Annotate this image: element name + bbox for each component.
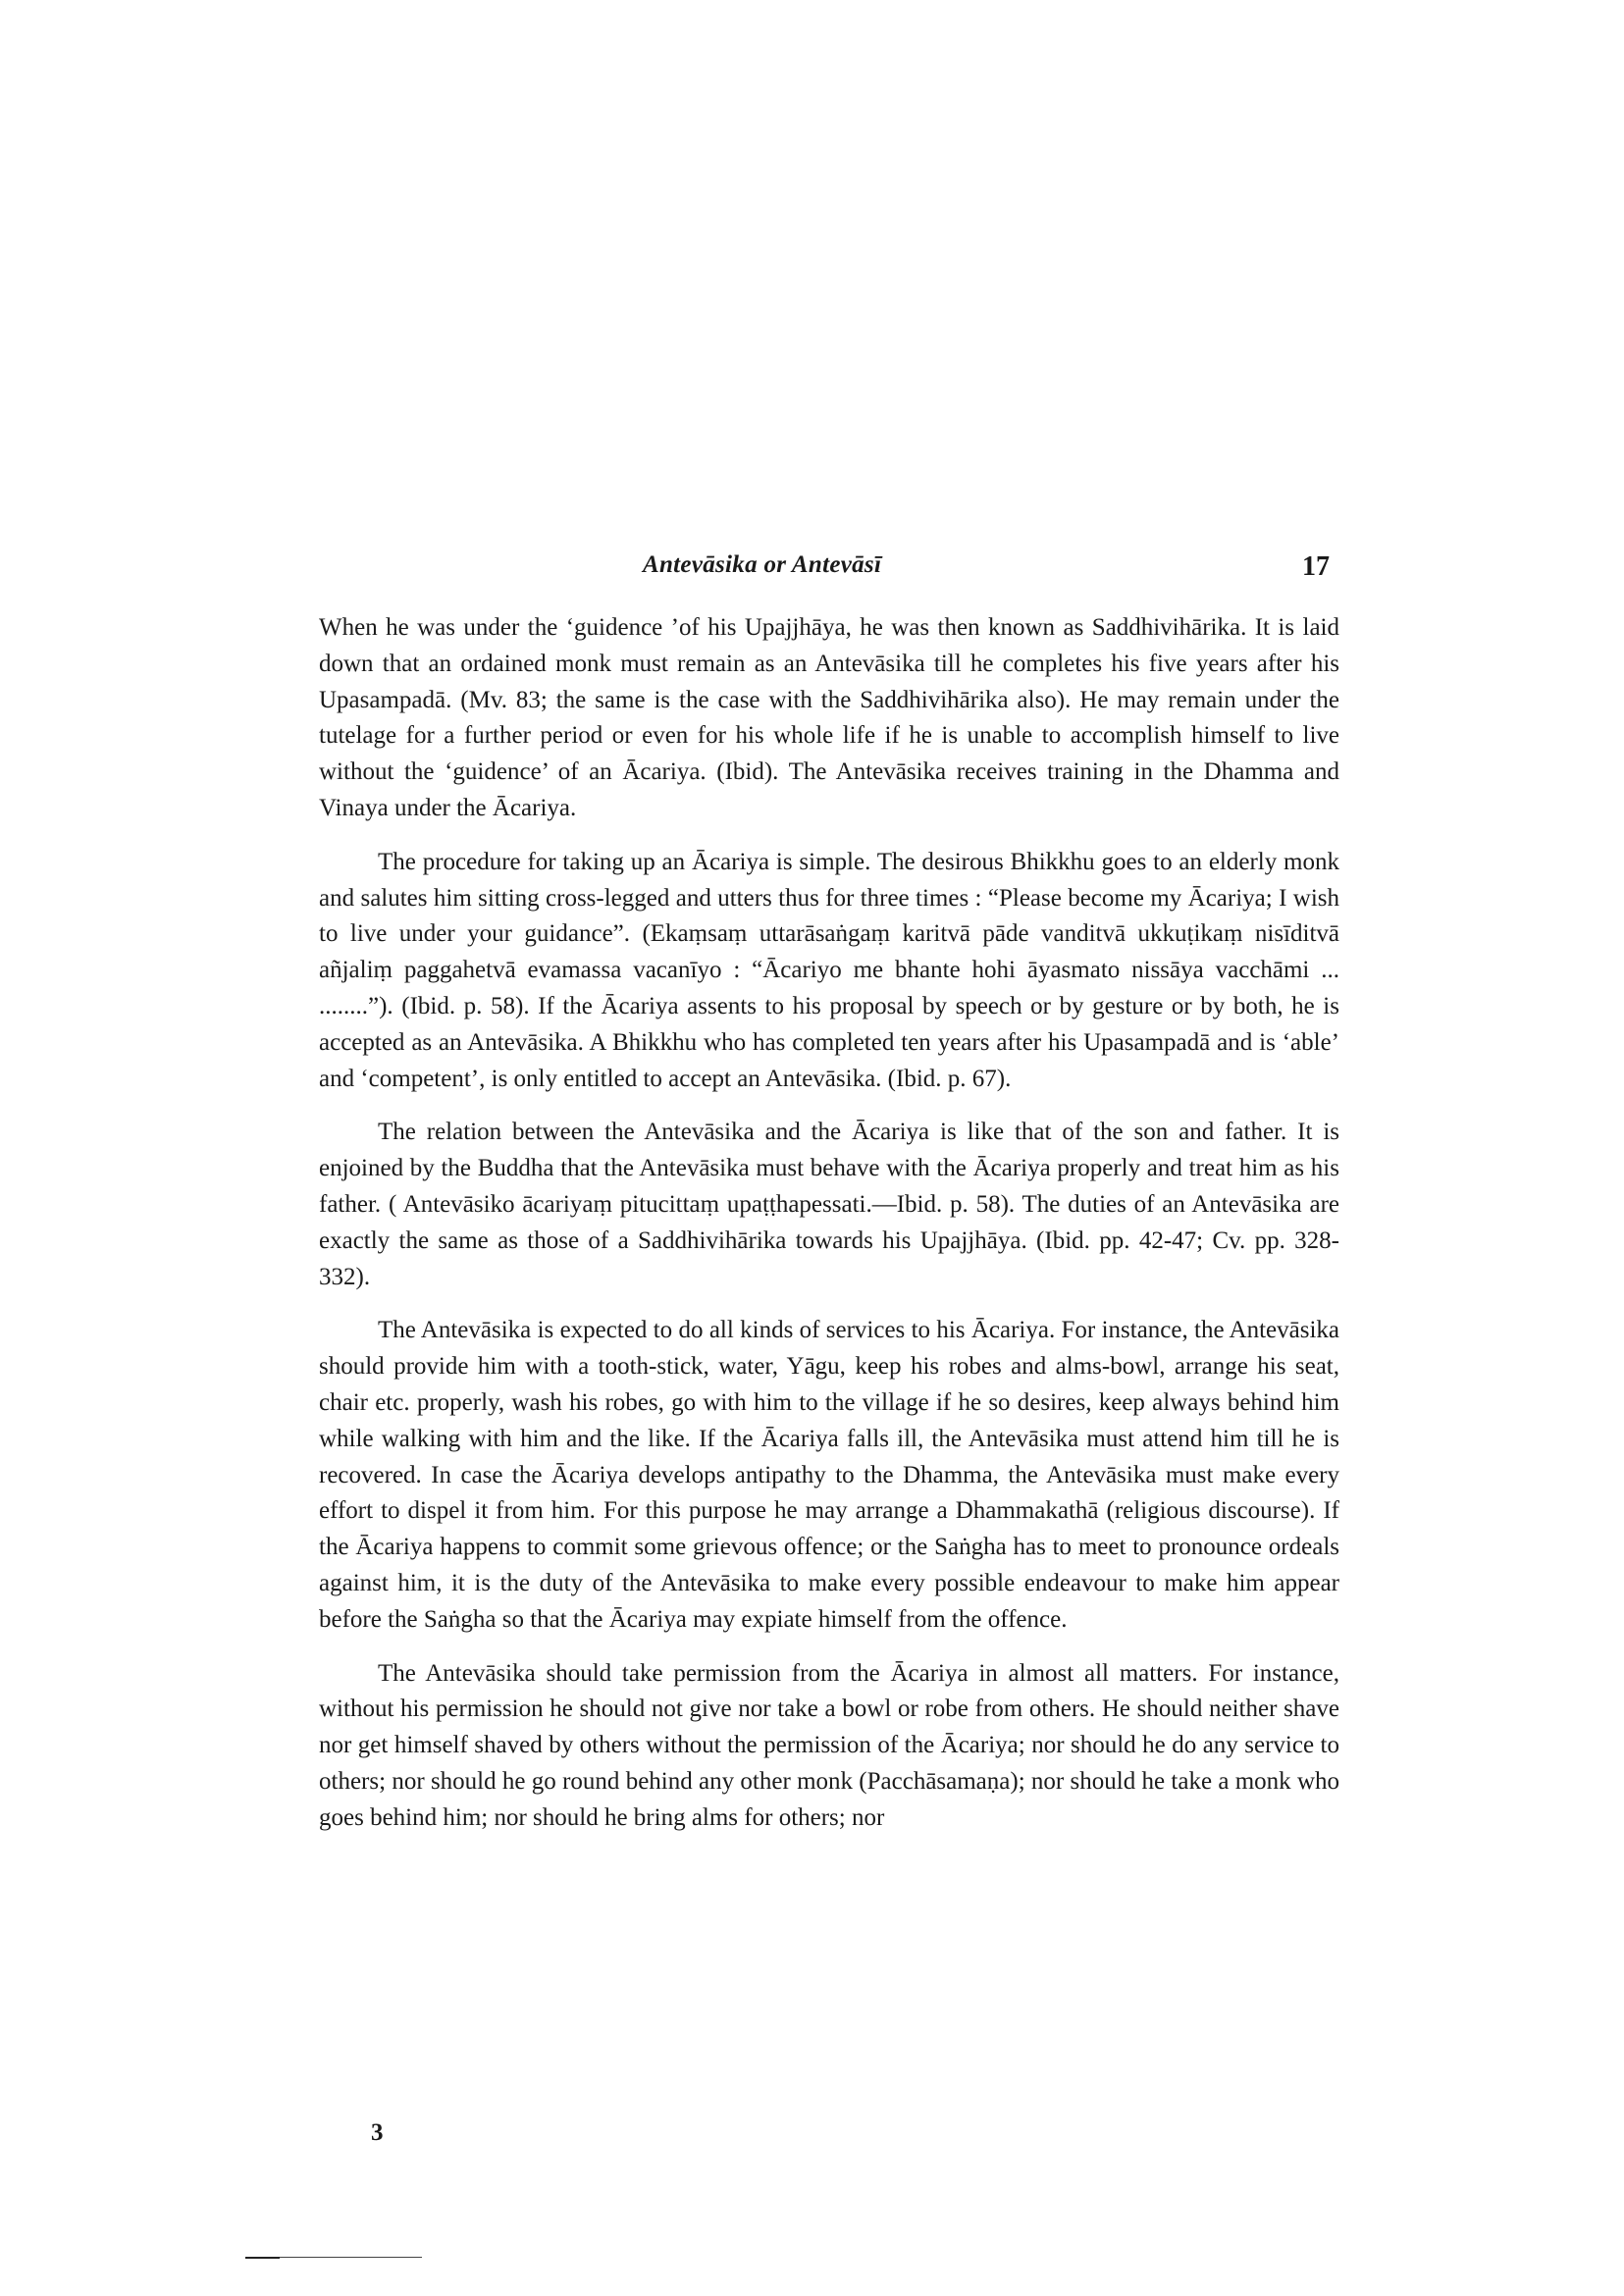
- paragraph-2: The procedure for taking up an Ācariya is simple. The desirous Bhikkhu goes to an elderly monk and salutes him sitting cross-legged and utters thus for three times : “Please become my Ācariya; I wish to live under your guidance”. (Ekaṃsaṃ uttarāsaṅgaṃ karitvā pāde vanditvā ukkuṭikaṃ nisīditvā añjaliṃ paggahetvā evamassa vacanīyo : “Ācariyo me bhante hohi āyasmato nissāya vacchāmi ... ........”). (Ibid. p. 58). If the Ācariya assents to his proposal by speech or by gesture or by both, he is accepted as an Antevāsika. A Bhikkhu who has completed ten years after his Upasampadā and is ‘able’ and ‘competent’, is only entitled to accept an Antevāsika. (Ibid. p. 67).: [319, 848, 1339, 1092]
- footer-rule-accent: [245, 2257, 280, 2259]
- paragraph-3: The relation between the Antevāsika and the Ācariya is like that of the son and father. It is enjoined by the Buddha that the Antevāsika must behave with the Ācariya properly and treat him as his father. ( Antevāsiko ācariyaṃ pitucittaṃ upaṭṭhapessati.—Ibid. p. 58). The duties of an Antevāsika are exactly the same as those of a Saddhivihārika towards his Upajjhāya. (Ibid. pp. 42-47; Cv. pp. 328-332).: [319, 1119, 1339, 1290]
- paragraph-5: The Antevāsika should take permission from the Ācariya in almost all matters. For instance, without his permission he should not give nor take a bowl or robe from others. He should neither shave nor get himself shaved by others without the permission of the Ācariya; nor should he do any service to others; nor should he go round behind any other monk (Pacchāsamaṇa); nor should he take a monk who goes behind him; nor should he bring alms for others; nor: [319, 1659, 1339, 1831]
- signature-mark: 3: [371, 2119, 384, 2146]
- running-head: [319, 549, 1339, 589]
- paragraph-1: When he was under the ‘guidence ’of his Upajjhāya, he was then known as Saddhivihārika. It is laid down that an ordained monk must remain as an Antevāsika till he completes his five years after his Upasampadā. (Mv. 83; the same is the case with the Saddhivihārika also). He may remain under the tutelage for a further period or even for his whole life if he is unable to accomplish himself to live without the ‘guidence’ of an Ācariya. (Ibid). The Antevāsika receives training in the Dhamma and Vinaya under the Ācariya.: [319, 614, 1339, 821]
- running-title: Antevāsika or Antevāsī: [643, 551, 882, 578]
- paragraph-4: The Antevāsika is expected to do all kinds of services to his Ācariya. For instance, the Antevāsika should provide him with a tooth-stick, water, Yāgu, keep his robes and alms-bowl, arrange his seat, chair etc. properly, wash his robes, go with him to the village if he so desires, keep always behind him while walking with him and the like. If the Ācariya falls ill, the Antevāsika must attend him till he is recovered. In case the Ācariya develops antipathy to the Dhamma, the Antevāsika must make every effort to dispel it from him. For this purpose he may arrange a Dhammakathā (religious discourse). If the Ācariya happens to commit some grievous offence; or the Saṅgha has to meet to pronounce ordeals against him, it is the duty of the Antevāsika to make every possible endeavour to make him appear before the Saṅgha so that the Ācariya may expiate himself from the offence.: [319, 1317, 1339, 1633]
- page-number: 17: [1302, 551, 1330, 582]
- body-text: [319, 610, 1339, 1854]
